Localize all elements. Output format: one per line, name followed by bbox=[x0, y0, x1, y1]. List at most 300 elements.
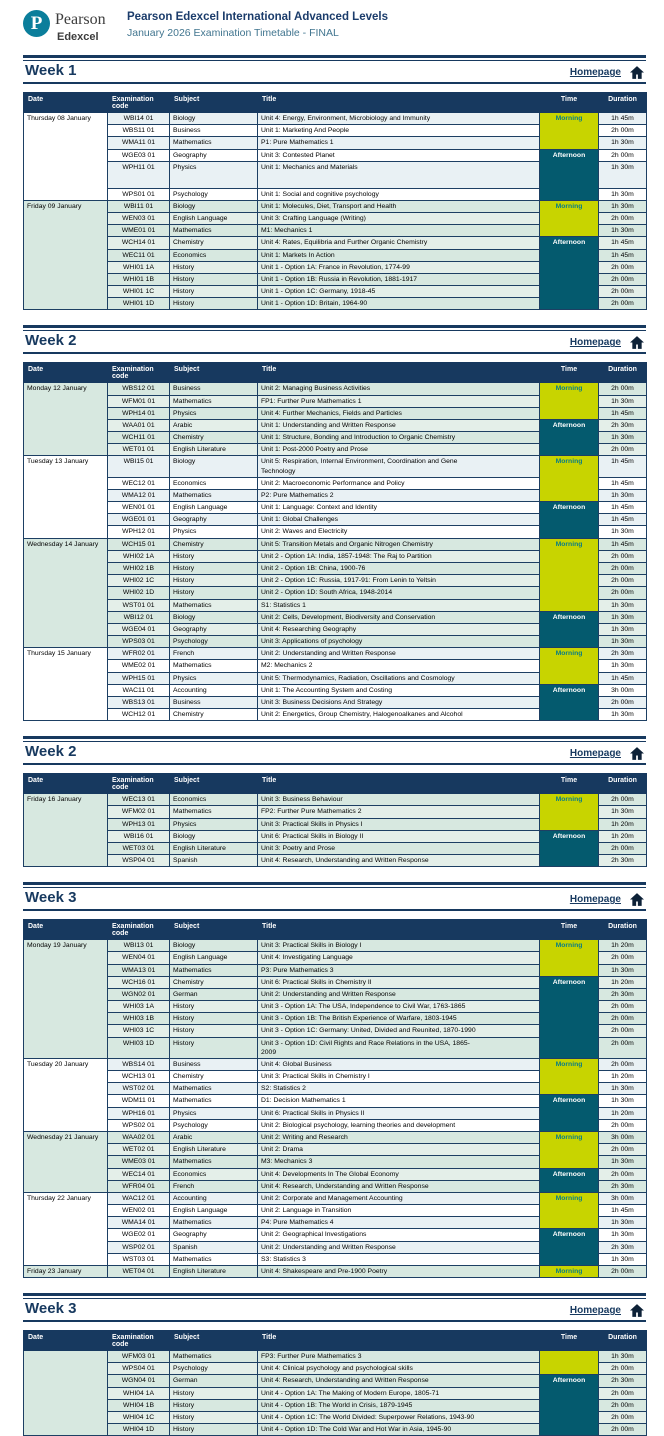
brand-pearson: Pearson bbox=[55, 11, 106, 28]
exam-code-cell: WHI03 1D bbox=[108, 1037, 170, 1058]
subject-cell: Biology bbox=[170, 200, 258, 212]
column-header-duration: Duration bbox=[599, 1331, 647, 1351]
exam-code-cell: WFM03 01 bbox=[108, 1351, 170, 1363]
title-cell: Unit 2: Cells, Development, Biodiversity and Conservation bbox=[258, 611, 540, 623]
exam-code-cell: WET02 01 bbox=[108, 1144, 170, 1156]
home-icon[interactable] bbox=[630, 66, 644, 79]
duration-cell: 2h 00m bbox=[599, 1013, 647, 1025]
title-cell: Unit 2: Understanding and Written Response bbox=[258, 648, 540, 660]
timetable bbox=[23, 92, 647, 310]
column-header-subject: Subject bbox=[170, 774, 258, 794]
title-cell: Unit 4: Rates, Equilibria and Further Organic Chemistry bbox=[258, 237, 540, 249]
column-header-duration: Duration bbox=[599, 363, 647, 383]
table-header-row bbox=[24, 774, 647, 794]
title-cell: Unit 2: Waves and Electricity bbox=[258, 526, 540, 538]
title-cell: Unit 1 - Option 1A: France in Revolution, 1774-99 bbox=[258, 261, 540, 273]
duration-cell: 2h 00m bbox=[599, 444, 647, 456]
column-header-duration: Duration bbox=[599, 920, 647, 940]
column-header-title: Title bbox=[258, 774, 540, 794]
subject-cell: Physics bbox=[170, 672, 258, 684]
subject-cell: History bbox=[170, 575, 258, 587]
exam-code-cell: WDM11 01 bbox=[108, 1095, 170, 1107]
duration-cell: 2h 30m bbox=[599, 1241, 647, 1253]
column-header-subject: Subject bbox=[170, 1331, 258, 1351]
date-cell: Thursday 08 January bbox=[24, 113, 108, 201]
title-cell: Unit 4: Energy, Environment, Microbiology and Immunity bbox=[258, 113, 540, 125]
time-cell-morning: Morning bbox=[540, 648, 599, 685]
subject-cell: German bbox=[170, 988, 258, 1000]
column-header-title: Title bbox=[258, 1331, 540, 1351]
time-cell-afternoon: Afternoon bbox=[540, 976, 599, 1058]
duration-cell: 2h 00m bbox=[599, 261, 647, 273]
duration-cell: 1h 45m bbox=[599, 113, 647, 125]
time-cell-afternoon: Afternoon bbox=[540, 830, 599, 867]
exam-code-cell: WSP02 01 bbox=[108, 1241, 170, 1253]
duration-cell: 1h 30m bbox=[599, 432, 647, 444]
week-label: Week 2 bbox=[25, 332, 77, 350]
title-cell: Unit 3 - Option 1D: Civil Rights and Race Relations in the USA, 1865- 2009 bbox=[258, 1037, 540, 1058]
title-cell: D1: Decision Mathematics 1 bbox=[258, 1095, 540, 1107]
divider bbox=[23, 882, 646, 885]
title-cell: Unit 1: Molecules, Diet, Transport and Health bbox=[258, 200, 540, 212]
exam-row bbox=[24, 611, 647, 623]
title-cell: Unit 1: Language: Context and Identity bbox=[258, 502, 540, 514]
exam-code-cell: WCH15 01 bbox=[108, 538, 170, 550]
subject-cell: Physics bbox=[170, 526, 258, 538]
duration-cell: 1h 20m bbox=[599, 830, 647, 842]
title-cell: Unit 3: Applications of psychology bbox=[258, 636, 540, 648]
duration-cell: 2h 30m bbox=[599, 419, 647, 431]
subject-cell: English Language bbox=[170, 952, 258, 964]
timetable bbox=[23, 919, 647, 1278]
exam-code-cell: WHI02 1A bbox=[108, 550, 170, 562]
subject-cell: Chemistry bbox=[170, 538, 258, 550]
week-header-bar bbox=[23, 882, 646, 911]
duration-cell: 1h 45m bbox=[599, 514, 647, 526]
subject-cell: English Literature bbox=[170, 842, 258, 854]
duration-cell: 2h 00m bbox=[599, 383, 647, 395]
title-cell: Unit 4: Research, Understanding and Written Response bbox=[258, 1180, 540, 1192]
duration-cell: 1h 45m bbox=[599, 407, 647, 419]
title-cell: Unit 1 - Option 1B: Russia in Revolution, 1881-1917 bbox=[258, 273, 540, 285]
homepage-link[interactable]: Homepage bbox=[569, 67, 621, 78]
subject-cell: Chemistry bbox=[170, 709, 258, 721]
title-cell: Unit 1: Mechanics and Materials bbox=[258, 161, 540, 188]
duration-cell: 1h 30m bbox=[599, 806, 647, 818]
duration-cell: 1h 30m bbox=[599, 489, 647, 501]
duration-cell: 2h 00m bbox=[599, 842, 647, 854]
subject-cell: History bbox=[170, 587, 258, 599]
duration-cell: 3h 00m bbox=[599, 1192, 647, 1204]
column-header-time: Time bbox=[540, 93, 599, 113]
title-cell: Unit 3: Business Decisions And Strategy bbox=[258, 696, 540, 708]
exam-code-cell: WPH13 01 bbox=[108, 818, 170, 830]
subject-cell: Spanish bbox=[170, 855, 258, 867]
subject-cell: English Language bbox=[170, 502, 258, 514]
title-cell: Unit 1: Understanding and Written Response bbox=[258, 419, 540, 431]
title-cell: P3: Pure Mathematics 3 bbox=[258, 964, 540, 976]
exam-code-cell: WME01 01 bbox=[108, 225, 170, 237]
title-cell: Unit 3: Practical Skills in Chemistry I bbox=[258, 1071, 540, 1083]
column-header-date: Date bbox=[24, 1331, 108, 1351]
exam-code-cell: WBS12 01 bbox=[108, 383, 170, 395]
title-cell: Unit 5: Transition Metals and Organic Nitrogen Chemistry bbox=[258, 538, 540, 550]
time-cell-morning: Morning bbox=[540, 200, 599, 237]
title-cell: Unit 2: Corporate and Management Accounting bbox=[258, 1192, 540, 1204]
duration-cell: 1h 30m bbox=[599, 161, 647, 188]
divider bbox=[23, 325, 646, 328]
exam-code-cell: WME02 01 bbox=[108, 660, 170, 672]
column-header-date: Date bbox=[24, 93, 108, 113]
week-label: Week 3 bbox=[25, 1300, 77, 1318]
column-header-examination-code: Examination code bbox=[108, 93, 170, 113]
time-cell-afternoon: Afternoon bbox=[540, 1375, 599, 1436]
title-cell: Unit 2: Macroeconomic Performance and Policy bbox=[258, 477, 540, 489]
exam-code-cell: WPS02 01 bbox=[108, 1119, 170, 1131]
title-cell: Unit 3: Business Behaviour bbox=[258, 794, 540, 806]
column-header-title: Title bbox=[258, 363, 540, 383]
title-cell: Unit 4: Research, Understanding and Written Response bbox=[258, 1375, 540, 1387]
subject-cell: History bbox=[170, 1387, 258, 1399]
duration-cell: 2h 00m bbox=[599, 575, 647, 587]
subject-cell: Chemistry bbox=[170, 976, 258, 988]
duration-cell: 1h 30m bbox=[599, 709, 647, 721]
exam-code-cell: WGE03 01 bbox=[108, 149, 170, 161]
subject-cell: Business bbox=[170, 696, 258, 708]
subject-cell: Mathematics bbox=[170, 489, 258, 501]
date-cell: Wednesday 21 January bbox=[24, 1132, 108, 1193]
subject-cell: History bbox=[170, 1001, 258, 1013]
exam-row bbox=[24, 456, 647, 477]
title-cell: Unit 4 - Option 1B: The World in Crisis, 1879-1945 bbox=[258, 1399, 540, 1411]
exam-code-cell: WHI01 1B bbox=[108, 273, 170, 285]
title-cell: Unit 3: Practical Skills in Physics I bbox=[258, 818, 540, 830]
time-cell-morning: Morning bbox=[540, 456, 599, 502]
subject-cell: Mathematics bbox=[170, 1253, 258, 1265]
time-cell-afternoon: Afternoon bbox=[540, 502, 599, 539]
date-cell: Friday 23 January bbox=[24, 1265, 108, 1277]
time-cell-morning: Morning bbox=[540, 1132, 599, 1169]
subject-cell: Business bbox=[170, 383, 258, 395]
subject-cell: English Literature bbox=[170, 1144, 258, 1156]
duration-cell: 1h 30m bbox=[599, 636, 647, 648]
subject-cell: Psychology bbox=[170, 1119, 258, 1131]
exam-code-cell: WEN04 01 bbox=[108, 952, 170, 964]
duration-cell: 2h 00m bbox=[599, 1411, 647, 1423]
title-cell: Unit 2 - Option 1A: India, 1857-1948: The Raj to Partition bbox=[258, 550, 540, 562]
page-title: Pearson Edexcel International Advanced Levels bbox=[127, 11, 388, 23]
exam-row bbox=[24, 684, 647, 696]
title-cell: Unit 3: Crafting Language (Writing) bbox=[258, 213, 540, 225]
exam-code-cell: WST01 01 bbox=[108, 599, 170, 611]
subject-cell: Economics bbox=[170, 1168, 258, 1180]
column-header-examination-code: Examination code bbox=[108, 1331, 170, 1351]
exam-row bbox=[24, 113, 647, 125]
duration-cell: 1h 45m bbox=[599, 249, 647, 261]
exam-code-cell: WEN01 01 bbox=[108, 502, 170, 514]
duration-cell: 1h 30m bbox=[599, 1253, 647, 1265]
exam-code-cell: WME03 01 bbox=[108, 1156, 170, 1168]
exam-code-cell: WAC12 01 bbox=[108, 1192, 170, 1204]
exam-row bbox=[24, 830, 647, 842]
time-cell-morning: Morning bbox=[540, 383, 599, 420]
exam-code-cell: WSP04 01 bbox=[108, 855, 170, 867]
title-cell: M3: Mechanics 3 bbox=[258, 1156, 540, 1168]
week-header-bar bbox=[23, 55, 646, 84]
exam-row bbox=[24, 1265, 647, 1277]
time-cell-morning: Morning bbox=[540, 1265, 599, 1277]
pearson-logo-icon: P bbox=[23, 10, 50, 37]
duration-cell: 1h 30m bbox=[599, 623, 647, 635]
subject-cell: History bbox=[170, 1424, 258, 1436]
duration-cell: 1h 30m bbox=[599, 395, 647, 407]
exam-code-cell: WCH11 01 bbox=[108, 432, 170, 444]
exam-code-cell: WBS11 01 bbox=[108, 125, 170, 137]
subject-cell: Chemistry bbox=[170, 1071, 258, 1083]
duration-cell: 1h 45m bbox=[599, 538, 647, 550]
duration-cell: 1h 45m bbox=[599, 502, 647, 514]
date-cell: Tuesday 13 January bbox=[24, 456, 108, 538]
title-cell: Unit 2: Managing Business Activities bbox=[258, 383, 540, 395]
exam-code-cell: WHI03 1C bbox=[108, 1025, 170, 1037]
time-cell-afternoon: Afternoon bbox=[540, 237, 599, 310]
home-icon[interactable] bbox=[630, 893, 644, 906]
title-cell: Unit 4: Investigating Language bbox=[258, 952, 540, 964]
subject-cell: Mathematics bbox=[170, 1156, 258, 1168]
divider bbox=[23, 1320, 646, 1322]
exam-code-cell: WMA11 01 bbox=[108, 137, 170, 149]
duration-cell: 1h 20m bbox=[599, 1107, 647, 1119]
duration-cell: 1h 30m bbox=[599, 1156, 647, 1168]
exam-code-cell: WAA02 01 bbox=[108, 1132, 170, 1144]
duration-cell: 2h 00m bbox=[599, 952, 647, 964]
exam-code-cell: WBI12 01 bbox=[108, 611, 170, 623]
date-cell: Thursday 22 January bbox=[24, 1192, 108, 1265]
time-cell-afternoon: Afternoon bbox=[540, 1229, 599, 1266]
exam-code-cell: WCH12 01 bbox=[108, 709, 170, 721]
title-cell: Unit 6: Practical Skills in Biology II bbox=[258, 830, 540, 842]
title-cell: Unit 3: Poetry and Prose bbox=[258, 842, 540, 854]
title-cell: Unit 2: Biological psychology, learning theories and development bbox=[258, 1119, 540, 1131]
subject-cell: Mathematics bbox=[170, 964, 258, 976]
exam-code-cell: WST02 01 bbox=[108, 1083, 170, 1095]
homepage-link[interactable]: Homepage bbox=[569, 748, 621, 760]
duration-cell: 2h 00m bbox=[599, 1037, 647, 1058]
table-header-row bbox=[24, 363, 647, 383]
duration-cell: 2h 00m bbox=[599, 125, 647, 137]
subject-cell: Mathematics bbox=[170, 1217, 258, 1229]
exam-row bbox=[24, 538, 647, 550]
column-header-examination-code: Examination code bbox=[108, 363, 170, 383]
duration-cell: 2h 00m bbox=[599, 1424, 647, 1436]
exam-code-cell: WCH13 01 bbox=[108, 1071, 170, 1083]
subject-cell: Arabic bbox=[170, 419, 258, 431]
duration-cell: 2h 30m bbox=[599, 988, 647, 1000]
week-header-bar bbox=[23, 325, 646, 354]
title-cell: Unit 4 - Option 1C: The World Divided: Superpower Relations, 1943-90 bbox=[258, 1411, 540, 1423]
subject-cell: History bbox=[170, 261, 258, 273]
exam-row bbox=[24, 1095, 647, 1107]
exam-code-cell: WMA14 01 bbox=[108, 1217, 170, 1229]
duration-cell: 1h 30m bbox=[599, 1217, 647, 1229]
subject-cell: Mathematics bbox=[170, 225, 258, 237]
subject-cell: French bbox=[170, 648, 258, 660]
time-cell-afternoon: Afternoon bbox=[540, 149, 599, 200]
exam-code-cell: WET01 01 bbox=[108, 444, 170, 456]
subject-cell: Arabic bbox=[170, 1132, 258, 1144]
subject-cell: Biology bbox=[170, 830, 258, 842]
duration-cell: 2h 00m bbox=[599, 587, 647, 599]
exam-code-cell: WMA12 01 bbox=[108, 489, 170, 501]
subject-cell: Accounting bbox=[170, 684, 258, 696]
title-cell: Unit 5: Respiration, Internal Environment, Coordination and Gene Technology bbox=[258, 456, 540, 477]
exam-code-cell: WPH11 01 bbox=[108, 161, 170, 188]
title-cell: Unit 3: Contested Planet bbox=[258, 149, 540, 161]
table-header-row bbox=[24, 920, 647, 940]
exam-code-cell: WGE04 01 bbox=[108, 623, 170, 635]
column-header-date: Date bbox=[24, 920, 108, 940]
time-cell-morning: Morning bbox=[540, 1058, 599, 1095]
date-cell: Thursday 15 January bbox=[24, 648, 108, 721]
duration-cell: 2h 00m bbox=[599, 1001, 647, 1013]
title-cell: Unit 2 - Option 1B: China, 1900-76 bbox=[258, 562, 540, 574]
duration-cell: 1h 30m bbox=[599, 1095, 647, 1107]
week-header-bar bbox=[23, 736, 646, 765]
home-icon[interactable] bbox=[630, 747, 644, 760]
subject-cell: English Literature bbox=[170, 444, 258, 456]
subject-cell: Chemistry bbox=[170, 237, 258, 249]
duration-cell: 1h 45m bbox=[599, 237, 647, 249]
exam-row bbox=[24, 1351, 647, 1363]
title-cell: Unit 4: Global Business bbox=[258, 1058, 540, 1070]
subject-cell: Physics bbox=[170, 1107, 258, 1119]
subject-cell: Physics bbox=[170, 161, 258, 188]
exam-code-cell: WBI11 01 bbox=[108, 200, 170, 212]
home-icon[interactable] bbox=[630, 336, 644, 349]
column-header-title: Title bbox=[258, 93, 540, 113]
title-cell: Unit 2: Understanding and Written Response bbox=[258, 1241, 540, 1253]
duration-cell: 2h 00m bbox=[599, 562, 647, 574]
title-cell: Unit 2: Geographical Investigations bbox=[258, 1229, 540, 1241]
subject-cell: Chemistry bbox=[170, 432, 258, 444]
title-cell: Unit 4: Clinical psychology and psychological skills bbox=[258, 1363, 540, 1375]
column-header-date: Date bbox=[24, 363, 108, 383]
title-cell: Unit 2: Drama bbox=[258, 1144, 540, 1156]
time-cell-morning: Morning bbox=[540, 794, 599, 831]
duration-cell: 1h 45m bbox=[599, 456, 647, 477]
exam-code-cell: WBS13 01 bbox=[108, 696, 170, 708]
exam-row bbox=[24, 940, 647, 952]
duration-cell: 2h 00m bbox=[599, 696, 647, 708]
title-cell: Unit 4: Research, Understanding and Written Response bbox=[258, 855, 540, 867]
title-cell: Unit 1: The Accounting System and Costing bbox=[258, 684, 540, 696]
duration-cell: 1h 20m bbox=[599, 940, 647, 952]
subject-cell: Geography bbox=[170, 149, 258, 161]
duration-cell: 1h 30m bbox=[599, 225, 647, 237]
duration-cell: 1h 45m bbox=[599, 1205, 647, 1217]
title-cell: FP3: Further Pure Mathematics 3 bbox=[258, 1351, 540, 1363]
column-header-time: Time bbox=[540, 1331, 599, 1351]
exam-row bbox=[24, 237, 647, 249]
title-cell: Unit 1: Marketing And People bbox=[258, 125, 540, 137]
exam-row bbox=[24, 1168, 647, 1180]
duration-cell: 1h 30m bbox=[599, 599, 647, 611]
exam-code-cell: WHI03 1A bbox=[108, 1001, 170, 1013]
week-label: Week 3 bbox=[25, 889, 77, 907]
time-cell-morning: Morning bbox=[540, 113, 599, 150]
week-header-bar bbox=[23, 1293, 646, 1322]
title-cell: Unit 3: Practical Skills in Biology I bbox=[258, 940, 540, 952]
title-cell: Unit 1: Global Challenges bbox=[258, 514, 540, 526]
title-cell: Unit 2: Understanding and Written Response bbox=[258, 988, 540, 1000]
exam-row bbox=[24, 648, 647, 660]
exam-row bbox=[24, 200, 647, 212]
title-cell: Unit 3 - Option 1B: The British Experience of Warfare, 1803-1945 bbox=[258, 1013, 540, 1025]
home-icon[interactable] bbox=[630, 1304, 644, 1317]
page-subtitle: January 2026 Examination Timetable - FINAL bbox=[127, 27, 339, 39]
title-cell: Unit 5: Thermodynamics, Radiation, Oscillations and Cosmology bbox=[258, 672, 540, 684]
exam-code-cell: WBS14 01 bbox=[108, 1058, 170, 1070]
subject-cell: Geography bbox=[170, 1229, 258, 1241]
exam-code-cell: WEN03 01 bbox=[108, 213, 170, 225]
subject-cell: English Literature bbox=[170, 1265, 258, 1277]
duration-cell: 1h 30m bbox=[599, 611, 647, 623]
homepage-link[interactable]: Homepage bbox=[569, 894, 621, 906]
time-cell-afternoon: Afternoon bbox=[540, 1095, 599, 1132]
subject-cell: English Language bbox=[170, 1205, 258, 1217]
duration-cell: 2h 00m bbox=[599, 1119, 647, 1131]
exam-code-cell: WFR02 01 bbox=[108, 648, 170, 660]
homepage-link[interactable]: Homepage bbox=[569, 1305, 621, 1317]
exam-code-cell: WGE01 01 bbox=[108, 514, 170, 526]
column-header-date: Date bbox=[24, 774, 108, 794]
subject-cell: Geography bbox=[170, 514, 258, 526]
table-header-row bbox=[24, 1331, 647, 1351]
exam-code-cell: WET04 01 bbox=[108, 1265, 170, 1277]
divider bbox=[23, 763, 646, 765]
exam-code-cell: WPH15 01 bbox=[108, 672, 170, 684]
subject-cell: Psychology bbox=[170, 188, 258, 200]
exam-code-cell: WAA01 01 bbox=[108, 419, 170, 431]
subject-cell: Mathematics bbox=[170, 395, 258, 407]
duration-cell: 1h 45m bbox=[599, 477, 647, 489]
subject-cell: Mathematics bbox=[170, 1351, 258, 1363]
exam-code-cell: WEC12 01 bbox=[108, 477, 170, 489]
duration-cell: 2h 00m bbox=[599, 286, 647, 298]
exam-code-cell: WFM02 01 bbox=[108, 806, 170, 818]
table-header-row bbox=[24, 93, 647, 113]
divider bbox=[23, 736, 646, 739]
column-header-duration: Duration bbox=[599, 93, 647, 113]
title-cell: P2: Pure Mathematics 2 bbox=[258, 489, 540, 501]
exam-code-cell: WEN02 01 bbox=[108, 1205, 170, 1217]
column-header-title: Title bbox=[258, 920, 540, 940]
subject-cell: Geography bbox=[170, 623, 258, 635]
duration-cell: 1h 30m bbox=[599, 526, 647, 538]
duration-cell: 3h 00m bbox=[599, 1132, 647, 1144]
exam-code-cell: WFR04 01 bbox=[108, 1180, 170, 1192]
homepage-link[interactable]: Homepage bbox=[569, 337, 621, 349]
column-header-subject: Subject bbox=[170, 920, 258, 940]
title-cell: M2: Mechanics 2 bbox=[258, 660, 540, 672]
date-cell bbox=[24, 1351, 108, 1436]
title-cell: FP1: Further Pure Mathematics 1 bbox=[258, 395, 540, 407]
duration-cell: 2h 30m bbox=[599, 1180, 647, 1192]
exam-code-cell: WHI01 1A bbox=[108, 261, 170, 273]
subject-cell: History bbox=[170, 273, 258, 285]
title-cell: Unit 6: Practical Skills in Physics II bbox=[258, 1107, 540, 1119]
subject-cell: Accounting bbox=[170, 1192, 258, 1204]
